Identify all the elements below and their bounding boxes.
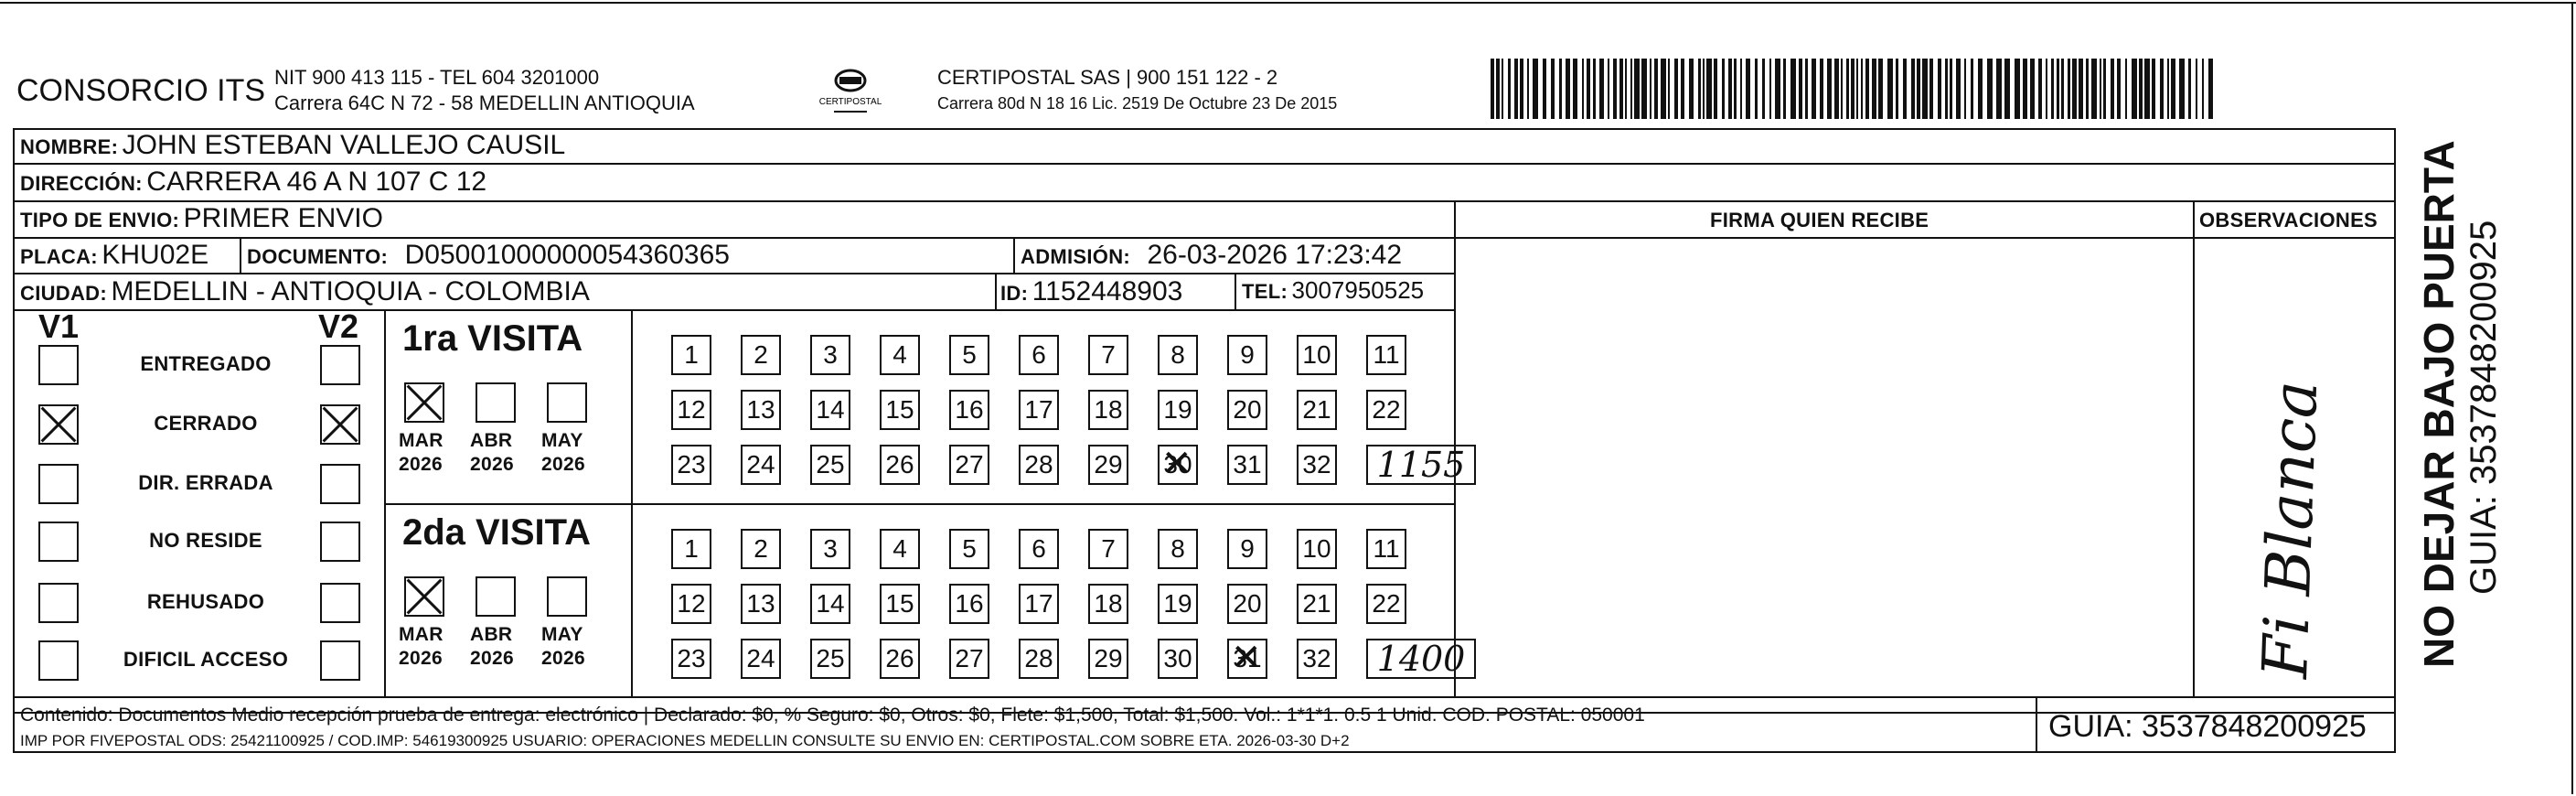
month-checkbox[interactable] bbox=[404, 576, 444, 617]
barcode-bar bbox=[2046, 59, 2047, 119]
col-line bbox=[1013, 237, 1015, 274]
col-line bbox=[2036, 696, 2037, 753]
day-box[interactable]: 17 bbox=[1019, 390, 1059, 430]
carrier-address: Carrera 80d N 18 16 Lic. 2519 De Octubre 23 De 2015 bbox=[937, 94, 1338, 113]
day-box[interactable]: 28 bbox=[1019, 639, 1059, 679]
day-box[interactable]: 20 bbox=[1227, 390, 1267, 430]
ciudad-label: CIUDAD: bbox=[20, 282, 107, 305]
barcode-bar bbox=[1903, 59, 1907, 119]
v1-checkbox[interactable] bbox=[38, 404, 79, 445]
footer-line-2: IMP POR FIVEPOSTAL ODS: 25421100925 / COD.IMP: 54619300925 USUARIO: OPERACIONES MEDELLIN CONSULTE SU ENVIO EN: CERTIPOSTAL.COM SOBRE ETA. 2026-03-30 D+2 bbox=[20, 732, 1350, 749]
v1-checkbox[interactable] bbox=[38, 522, 79, 562]
no-dejar-warning: NO DEJAR BAJO PUERTA bbox=[2415, 140, 2463, 668]
barcode-bar bbox=[1728, 59, 1732, 119]
id-label: ID: bbox=[1000, 282, 1029, 305]
id-value: 1152448903 bbox=[1031, 276, 1183, 307]
day-box[interactable]: 4 bbox=[880, 529, 920, 569]
month-checkbox[interactable] bbox=[476, 576, 516, 617]
day-box[interactable]: 24 bbox=[741, 639, 781, 679]
barcode-bar bbox=[1491, 59, 1494, 119]
day-box[interactable]: 31 ✕ bbox=[1227, 639, 1267, 679]
day-box[interactable]: 3 bbox=[810, 335, 850, 375]
barcode-bar bbox=[2144, 59, 2150, 119]
v2-header: V2 bbox=[318, 307, 359, 345]
v1-checkbox[interactable] bbox=[38, 583, 79, 623]
barcode-bar bbox=[1956, 59, 1961, 119]
nombre-label: NOMBRE: bbox=[20, 135, 119, 158]
year-label: 2026 bbox=[399, 648, 443, 669]
day-box[interactable]: 14 bbox=[810, 390, 850, 430]
barcode-bar bbox=[1502, 59, 1503, 119]
barcode-bar bbox=[2051, 59, 2054, 119]
direccion-label: DIRECCIÓN: bbox=[20, 172, 143, 195]
certipostal-logo bbox=[818, 64, 882, 119]
day-box[interactable]: 3 bbox=[810, 529, 850, 569]
barcode-bar bbox=[2132, 59, 2137, 119]
barcode-bar bbox=[1851, 59, 1855, 119]
day-box[interactable]: 26 bbox=[880, 639, 920, 679]
visit-title: 2da VISITA bbox=[402, 512, 591, 553]
time-box: 1400 bbox=[1366, 639, 1476, 679]
day-box[interactable]: 23 bbox=[671, 639, 711, 679]
barcode-bar bbox=[2208, 59, 2213, 119]
day-box[interactable]: 31 bbox=[1227, 445, 1267, 485]
day-box[interactable]: 12 bbox=[671, 390, 711, 430]
v2-checkbox[interactable] bbox=[320, 464, 360, 504]
barcode-bar bbox=[1805, 59, 1808, 119]
barcode-bar bbox=[2068, 59, 2070, 119]
address-line: Carrera 64C N 72 - 58 MEDELLIN ANTIOQUIA bbox=[274, 91, 695, 114]
v1-checkbox[interactable] bbox=[38, 345, 79, 385]
barcode-bar bbox=[1950, 59, 1952, 119]
v2-checkbox[interactable] bbox=[320, 583, 360, 623]
month-label: MAY bbox=[541, 624, 583, 645]
ciudad-value: MEDELLIN - ANTIOQUIA - COLOMBIA bbox=[111, 276, 590, 307]
barcode-bar bbox=[1790, 59, 1796, 119]
barcode-bar bbox=[2139, 59, 2143, 119]
barcode-bar bbox=[1630, 59, 1632, 119]
day-box[interactable]: 19 bbox=[1158, 390, 1198, 430]
barcode-bar bbox=[1911, 59, 1915, 119]
day-box[interactable]: 16 bbox=[949, 390, 989, 430]
v1-checkbox[interactable] bbox=[38, 640, 79, 681]
day-box[interactable]: 15 bbox=[880, 390, 920, 430]
day-box[interactable]: 32 bbox=[1297, 445, 1337, 485]
id-row bbox=[1000, 276, 1182, 307]
v2-checkbox[interactable] bbox=[320, 404, 360, 445]
day-box[interactable]: 1 bbox=[671, 529, 711, 569]
barcode-bar bbox=[2188, 59, 2191, 119]
v2-checkbox[interactable] bbox=[320, 345, 360, 385]
barcode-bar bbox=[2023, 59, 2027, 119]
right-border bbox=[2571, 2, 2573, 794]
month-label: MAY bbox=[541, 430, 583, 451]
admision-value: 26-03-2026 17:23:42 bbox=[1147, 240, 1403, 270]
barcode-bar bbox=[1668, 59, 1670, 119]
barcode-bar bbox=[1722, 59, 1725, 119]
day-box[interactable]: 18 bbox=[1088, 390, 1128, 430]
barcode-bar bbox=[1613, 59, 1617, 119]
day-box[interactable]: 11 bbox=[1366, 335, 1406, 375]
barcode-bar bbox=[1714, 59, 1717, 119]
documento-value: D05001000000054360365 bbox=[404, 240, 730, 270]
day-box[interactable]: 27 bbox=[949, 639, 989, 679]
nombre-row bbox=[20, 130, 565, 161]
barcode-bar bbox=[1681, 59, 1684, 119]
tel-value: 3007950525 bbox=[1291, 276, 1425, 304]
day-box[interactable]: 21 bbox=[1297, 584, 1337, 624]
barcode-bar bbox=[1650, 59, 1651, 119]
barcode-bar bbox=[1775, 59, 1780, 119]
tipo-label: TIPO DE ENVIO: bbox=[20, 209, 180, 231]
month-checkbox[interactable] bbox=[404, 382, 444, 423]
company-name: CONSORCIO ITS bbox=[16, 73, 266, 108]
barcode-bar bbox=[1706, 59, 1712, 119]
barcode-bar bbox=[2196, 59, 2197, 119]
day-box[interactable]: 23 bbox=[671, 445, 711, 485]
row-line bbox=[13, 237, 2396, 239]
day-box[interactable]: 26 bbox=[880, 445, 920, 485]
barcode-bar bbox=[1987, 59, 1993, 119]
col-line bbox=[995, 273, 997, 309]
day-box[interactable]: 28 bbox=[1019, 445, 1059, 485]
day-box[interactable]: 7 bbox=[1088, 529, 1128, 569]
barcode-bar bbox=[1846, 59, 1849, 119]
day-box[interactable]: 24 bbox=[741, 445, 781, 485]
day-box[interactable]: 25 bbox=[810, 445, 850, 485]
month-checkbox[interactable] bbox=[547, 576, 587, 617]
placa-label: PLACA: bbox=[20, 245, 98, 268]
month-checkbox[interactable] bbox=[547, 382, 587, 423]
day-box[interactable]: 21 bbox=[1297, 390, 1337, 430]
barcode-bar bbox=[1573, 59, 1577, 119]
barcode-bar bbox=[1746, 59, 1750, 119]
barcode-bar bbox=[1964, 59, 1966, 119]
barcode-bar bbox=[2171, 59, 2175, 119]
col-line bbox=[1235, 273, 1236, 309]
tipo-value: PRIMER ENVIO bbox=[183, 203, 383, 233]
day-box[interactable]: 2 bbox=[741, 335, 781, 375]
barcode-bar bbox=[2004, 59, 2010, 119]
ciudad-row bbox=[20, 276, 590, 307]
row-line bbox=[384, 503, 1454, 505]
day-box[interactable]: 6 bbox=[1019, 529, 1059, 569]
barcode-bar bbox=[1734, 59, 1737, 119]
v1-checkbox[interactable] bbox=[38, 464, 79, 504]
day-box[interactable]: 20 bbox=[1227, 584, 1267, 624]
year-label: 2026 bbox=[399, 454, 443, 475]
barcode-bar bbox=[2015, 59, 2020, 119]
barcode-bar bbox=[1674, 59, 1678, 119]
day-box[interactable]: 2 bbox=[741, 529, 781, 569]
barcode-bar bbox=[1566, 59, 1570, 119]
day-box[interactable]: 30 ✕ bbox=[1158, 445, 1198, 485]
day-box[interactable]: 5 bbox=[949, 335, 989, 375]
barcode-bar bbox=[1654, 59, 1658, 119]
barcode-bar bbox=[2091, 59, 2097, 119]
barcode-bar bbox=[1508, 59, 1511, 119]
day-box[interactable]: 1 bbox=[671, 335, 711, 375]
day-box[interactable]: 7 bbox=[1088, 335, 1128, 375]
tel-row bbox=[1242, 276, 1424, 305]
barcode-bar bbox=[2103, 59, 2106, 119]
barcode bbox=[1491, 59, 2222, 119]
day-box[interactable]: 9 bbox=[1227, 335, 1267, 375]
row-line bbox=[13, 163, 2396, 165]
documento-row bbox=[247, 240, 730, 271]
barcode-bar bbox=[1812, 59, 1816, 119]
v2-checkbox[interactable] bbox=[320, 640, 360, 681]
barcode-bar bbox=[1762, 59, 1765, 119]
barcode-bar bbox=[1740, 59, 1742, 119]
barcode-bar bbox=[1887, 59, 1893, 119]
col-line bbox=[240, 237, 241, 274]
barcode-bar bbox=[1938, 59, 1941, 119]
month-label: MAR bbox=[399, 430, 444, 451]
row-line bbox=[13, 273, 1454, 274]
day-box[interactable]: 12 bbox=[671, 584, 711, 624]
logo-text: CERTIPOSTAL bbox=[818, 97, 882, 107]
month-label: MAR bbox=[399, 624, 444, 645]
day-box[interactable]: 8 bbox=[1158, 529, 1198, 569]
observaciones-label: OBSERVACIONES bbox=[2199, 209, 2378, 231]
day-box[interactable]: 10 bbox=[1297, 529, 1337, 569]
barcode-bar bbox=[1625, 59, 1627, 119]
day-box[interactable]: 13 bbox=[741, 584, 781, 624]
barcode-bar bbox=[1533, 59, 1538, 119]
barcode-bar bbox=[2125, 59, 2127, 119]
side-guia: GUIA: 3537848200925 bbox=[2464, 220, 2504, 595]
year-label: 2026 bbox=[541, 648, 585, 669]
row-line bbox=[13, 200, 2396, 202]
carrier-line: CERTIPOSTAL SAS | 900 151 122 - 2 bbox=[937, 66, 1278, 89]
barcode-bar bbox=[1978, 59, 1983, 119]
day-box[interactable]: 29 bbox=[1088, 445, 1128, 485]
col-line bbox=[2193, 200, 2195, 696]
barcode-bar bbox=[1872, 59, 1876, 119]
status-label: ENTREGADO bbox=[140, 352, 272, 375]
barcode-bar bbox=[2057, 59, 2059, 119]
day-box[interactable]: 22 bbox=[1366, 390, 1406, 430]
barcode-bar bbox=[1929, 59, 1933, 119]
barcode-bar bbox=[1641, 59, 1647, 119]
status-label: DIR. ERRADA bbox=[138, 471, 273, 494]
barcode-bar bbox=[1587, 59, 1590, 119]
day-box[interactable]: 11 bbox=[1366, 529, 1406, 569]
top-border bbox=[0, 2, 2576, 4]
barcode-bar bbox=[2086, 59, 2089, 119]
barcode-bar bbox=[1608, 59, 1609, 119]
status-label: CERRADO bbox=[154, 412, 258, 435]
direccion-value: CARRERA 46 A N 107 C 12 bbox=[146, 167, 487, 197]
barcode-bar bbox=[1634, 59, 1640, 119]
signature: Fi Blanca bbox=[2250, 379, 2333, 680]
day-box[interactable]: 17 bbox=[1019, 584, 1059, 624]
barcode-bar bbox=[2061, 59, 2064, 119]
documento-label: DOCUMENTO: bbox=[247, 245, 389, 268]
barcode-bar bbox=[2072, 59, 2077, 119]
barcode-bar bbox=[2030, 59, 2035, 119]
barcode-bar bbox=[2038, 59, 2042, 119]
barcode-bar bbox=[1945, 59, 1948, 119]
barcode-bar bbox=[1827, 59, 1832, 119]
barcode-bar bbox=[1559, 59, 1562, 119]
v1-header: V1 bbox=[38, 307, 80, 345]
status-label: NO RESIDE bbox=[149, 529, 262, 552]
day-box[interactable]: 32 bbox=[1297, 639, 1337, 679]
barcode-bar bbox=[1619, 59, 1623, 119]
barcode-bar bbox=[1520, 59, 1523, 119]
barcode-bar bbox=[1755, 59, 1758, 119]
barcode-bar bbox=[1514, 59, 1518, 119]
direccion-row bbox=[20, 167, 486, 198]
barcode-bar bbox=[2179, 59, 2185, 119]
barcode-bar bbox=[1543, 59, 1546, 119]
placa-row bbox=[20, 240, 208, 271]
status-label: DIFICIL ACCESO bbox=[123, 648, 289, 671]
placa-value: KHU02E bbox=[102, 240, 209, 270]
day-box[interactable]: 4 bbox=[880, 335, 920, 375]
day-box[interactable]: 19 bbox=[1158, 584, 1198, 624]
day-box[interactable]: 9 bbox=[1227, 529, 1267, 569]
barcode-bar bbox=[1861, 59, 1863, 119]
month-checkbox[interactable] bbox=[476, 382, 516, 423]
barcode-bar bbox=[1922, 59, 1928, 119]
day-box[interactable]: 6 bbox=[1019, 335, 1059, 375]
barcode-bar bbox=[1698, 59, 1701, 119]
tipo-row bbox=[20, 203, 383, 234]
barcode-bar bbox=[1769, 59, 1771, 119]
barcode-bar bbox=[1841, 59, 1843, 119]
barcode-bar bbox=[2167, 59, 2169, 119]
barcode-bar bbox=[1917, 59, 1920, 119]
footer-guia: GUIA: 3537848200925 bbox=[2048, 709, 2367, 744]
firma-label: FIRMA QUIEN RECIBE bbox=[1710, 209, 1929, 231]
footer-line-1: Contenido: Documentos Medio recepción prueba de entrega: electrónico | Declarado: $0, % Seguro: $0, Otros: $0, Flete: $1,500, Total: $1,500. Vol.: 1*1*1. 0.5 1 Unid. COD. POSTAL: 050001 bbox=[20, 705, 1645, 726]
day-box[interactable]: 27 bbox=[949, 445, 989, 485]
admision-row bbox=[1021, 240, 1402, 271]
day-box[interactable]: 18 bbox=[1088, 584, 1128, 624]
admision-label: ADMISIÓN: bbox=[1021, 245, 1131, 268]
barcode-bar bbox=[1783, 59, 1786, 119]
day-box[interactable]: 25 bbox=[810, 639, 850, 679]
barcode-bar bbox=[1527, 59, 1529, 119]
barcode-bar bbox=[1593, 59, 1596, 119]
barcode-bar bbox=[2202, 59, 2204, 119]
barcode-bar bbox=[1896, 59, 1898, 119]
day-box[interactable]: 15 bbox=[880, 584, 920, 624]
barcode-bar bbox=[2152, 59, 2155, 119]
year-label: 2026 bbox=[541, 454, 585, 475]
nombre-value: JOHN ESTEBAN VALLEJO CAUSIL bbox=[122, 130, 566, 160]
day-box[interactable]: 8 bbox=[1158, 335, 1198, 375]
barcode-bar bbox=[1878, 59, 1883, 119]
barcode-bar bbox=[1799, 59, 1802, 119]
day-box[interactable]: 29 bbox=[1088, 639, 1128, 679]
month-label: ABR bbox=[470, 624, 513, 645]
day-box[interactable]: 5 bbox=[949, 529, 989, 569]
v2-checkbox[interactable] bbox=[320, 522, 360, 562]
tel-label: TEL: bbox=[1242, 280, 1288, 303]
day-box[interactable]: 14 bbox=[810, 584, 850, 624]
barcode-bar bbox=[1856, 59, 1858, 119]
barcode-bar bbox=[1971, 59, 1973, 119]
day-box[interactable]: 13 bbox=[741, 390, 781, 430]
time-box: 1155 bbox=[1366, 445, 1476, 485]
month-label: ABR bbox=[470, 430, 513, 451]
barcode-bar bbox=[1599, 59, 1604, 119]
barcode-bar bbox=[1996, 59, 2002, 119]
row-line bbox=[13, 309, 1454, 311]
barcode-bar bbox=[1834, 59, 1839, 119]
barcode-bar bbox=[2100, 59, 2101, 119]
barcode-bar bbox=[2117, 59, 2121, 119]
barcode-bar bbox=[1582, 59, 1584, 119]
day-box[interactable]: 22 bbox=[1366, 584, 1406, 624]
nit-line: NIT 900 413 115 - TEL 604 3201000 bbox=[274, 66, 600, 89]
visit-title: 1ra VISITA bbox=[402, 318, 583, 359]
day-box[interactable]: 10 bbox=[1297, 335, 1337, 375]
day-box[interactable]: 16 bbox=[949, 584, 989, 624]
barcode-bar bbox=[1496, 59, 1500, 119]
barcode-bar bbox=[1551, 59, 1555, 119]
barcode-bar bbox=[2079, 59, 2083, 119]
year-label: 2026 bbox=[470, 454, 514, 475]
barcode-bar bbox=[1661, 59, 1666, 119]
day-box[interactable]: 30 bbox=[1158, 639, 1198, 679]
barcode-bar bbox=[1689, 59, 1694, 119]
barcode-bar bbox=[1865, 59, 1869, 119]
status-label: REHUSADO bbox=[146, 590, 265, 613]
barcode-bar bbox=[2111, 59, 2114, 119]
barcode-bar bbox=[1703, 59, 1705, 119]
year-label: 2026 bbox=[470, 648, 514, 669]
barcode-bar bbox=[2160, 59, 2164, 119]
barcode-bar bbox=[1820, 59, 1823, 119]
